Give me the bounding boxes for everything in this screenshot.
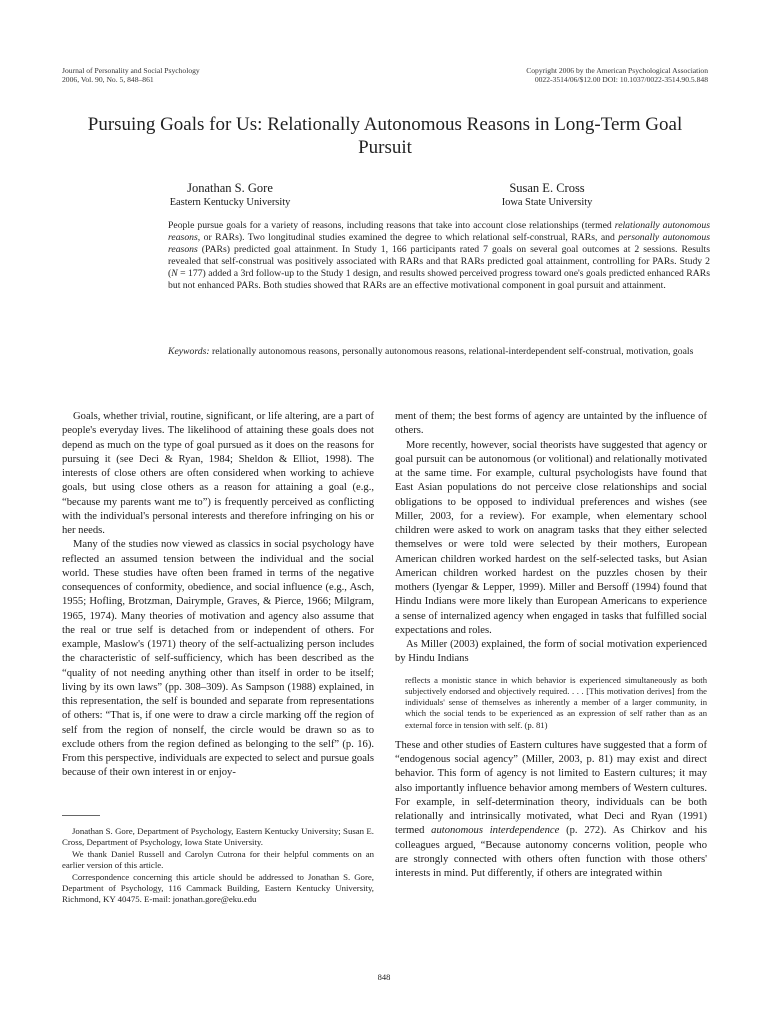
copyright-header [526,66,708,84]
author-affiliation: Iowa State University [501,197,593,208]
body-paragraph: More recently, however, social theorists have suggested that agency or goal pursuit can be autonomous (or volitional) and relationally motivated at the same time. For example, cultural psychologists have found that East Asian populations do not perceive close relationships and social obligations to be opposed to individual preferences and wishes (see Miller, 2003, for a review). For example, when elementary school children were asked to work on anagram tasks that they either selected themselves or were told were selected by their mothers, European American children worked hardest on the self-selected tasks, but Asian American children worked hardest on the puzzles chosen by their mothers (Iyengar & Lepper, 1999). Miller and Bersoff (1994) found that Hindu Indians were more likely than European Americans to experience a sense of internalized agency when engaged in tasks that fulfilled social expectations and roles. [395,439,707,636]
footnote-divider [62,815,100,816]
author-affiliation: Eastern Kentucky University [169,197,291,208]
body-paragraph: As Miller (2003) explained, the form of social motivation experienced by Hindu Indians [395,639,707,665]
body-paragraph: Many of the studies now viewed as classics in social psychology have reflected an assumed tension between the individual and the social world. These studies have often been framed in terms of the negative consequences of conformity, obedience, and social influence (e.g., Asch, 1955; Hofling, Brotzman, Dairymple, Graves, & Pierce, 1966; Milgram, 1965, 1974). Many theories of motivation and agency also assume that the real or true self is detached from or independent of others. For example, Maslow's (1971) theory of the self-actualizing person includes the characteristic of self-sufficiency, which has been described as the “quality of not needing anything other than itself in order to be itself; living by its own laws” (pp. 308–309). As Sampson (1988) explained, in this representation, the self is bounded and separate from representations of others: “That is, if one were to draw a circle marking off the region of self from the region of nonself, the circle would be drawn so as to exclude others from the region defined as belonging to the self” (p. 16). From this perspective, individuals are expected to select and pursue goals because of their own interest in or enjoy- [62,539,374,779]
footnote: Correspondence concerning this article should be addressed to Jonathan S. Gore, Department of Psychology, 116 Cammack Building, Eastern Kentucky University, Richmond, KY 40475. E-mail: jonathan.gore@eku.edu [62,871,374,905]
body-paragraph: ment of them; the best forms of agency are untainted by the influence of others. [395,411,707,437]
footnote: Jonathan S. Gore, Department of Psychology, Eastern Kentucky University; Susan E. Cross, Department of Psychology, Iowa State University. [62,826,374,848]
journal-header [62,66,200,84]
doi-line: 0022-3514/06/$12.00 DOI: 10.1037/0022-3514.90.5.848 [534,75,708,84]
block-quote: reflects a monistic stance in which behavior is experienced simultaneously as both subjectively endorsed and objectively required. . . . [This motivation derives] from the individuals' sense of themselves as inherently a member of a larger community, in which the social tends to be experienced as an expression of self rather than as an external force in tension with self. (p. 81) [405,674,707,730]
author-2 [447,181,647,209]
abstract: People pursue goals for a variety of reasons, including reasons that take into account close relationships (termed relationally autonomous reasons, or RARs). Two longitudinal studies examined the degree to which relational self-construal, RARs, and personally autonomous reasons (PARs) predicted goal attainment. In Study 1, 166 participants rated 7 goals on several goal outcomes at 2 sessions. Results revealed that self-construal was positively associated with RARs and that RARs predicted goal attainment, controlling for PARs. Study 2 (N = 177) added a 3rd follow-up to the Study 1 design, and results showed perceived progress toward one's goals predicted enhanced RARs but not enhanced PARs. Both studies showed that RARs are an effective motivational component in goal pursuit and attainment. [168,220,710,291]
page-number: 848 [377,972,391,982]
body-paragraph: Goals, whether trivial, routine, significant, or life altering, are a part of people's everyday lives. The likelihood of attaining these goals does not depend as much on the type of goal pursued as it does on the reasons for pursuing it (see Deci & Ryan, 1984; Sheldon & Elliot, 1998). The interests of close others are often considered when working to achieve goals, but using close others as a reason for attaining a goal (e.g., “because my parents want me to”) is frequently perceived as conflicting with the individual's personal interests and therefore infringing on his or her needs. [62,411,374,536]
article-title: Pursuing Goals for Us: Relationally Autonomous Reasons in Long-Term Goal Pursuit [87,114,683,158]
volume-info: 2006, Vol. 90, No. 5, 848–861 [62,75,154,84]
body-column-left [62,410,374,781]
footnote: We thank Daniel Russell and Carolyn Cutrona for their helpful comments on an earlier version of this article. [62,848,374,871]
copyright-line: Copyright 2006 by the American Psychological Association [526,66,708,75]
body-column-right [395,410,707,881]
keywords [168,346,710,358]
author-1 [130,181,330,209]
journal-name: Journal of Personality and Social Psychology [62,66,200,75]
author-name: Susan E. Cross [509,181,585,195]
footnotes [62,826,374,906]
keywords-label: Keywords: [168,346,210,357]
author-name: Jonathan S. Gore [187,181,273,195]
body-paragraph: These and other studies of Eastern cultures have suggested that a form of “endogenous social agency” (Miller, 2003, p. 81) may exist and direct behavior. This form of agency is not limited to Eastern cultures; it may also importantly influence behavior among members of Western cultures. For example, in self-determination theory, individuals can be both relationally and intrinsically motivated, what Deci and Ryan (1991) termed autonomous interdependence (p. 272). As Chirkov and his colleagues argued, “Because autonomy concerns volition, people who are strongly connected with others often function with those others' interests in mind. Put differently, if others are integrated within [395,739,707,880]
keywords-text: relationally autonomous reasons, personally autonomous reasons, relational-interdependent self-construal, motivation, goals [209,346,694,357]
